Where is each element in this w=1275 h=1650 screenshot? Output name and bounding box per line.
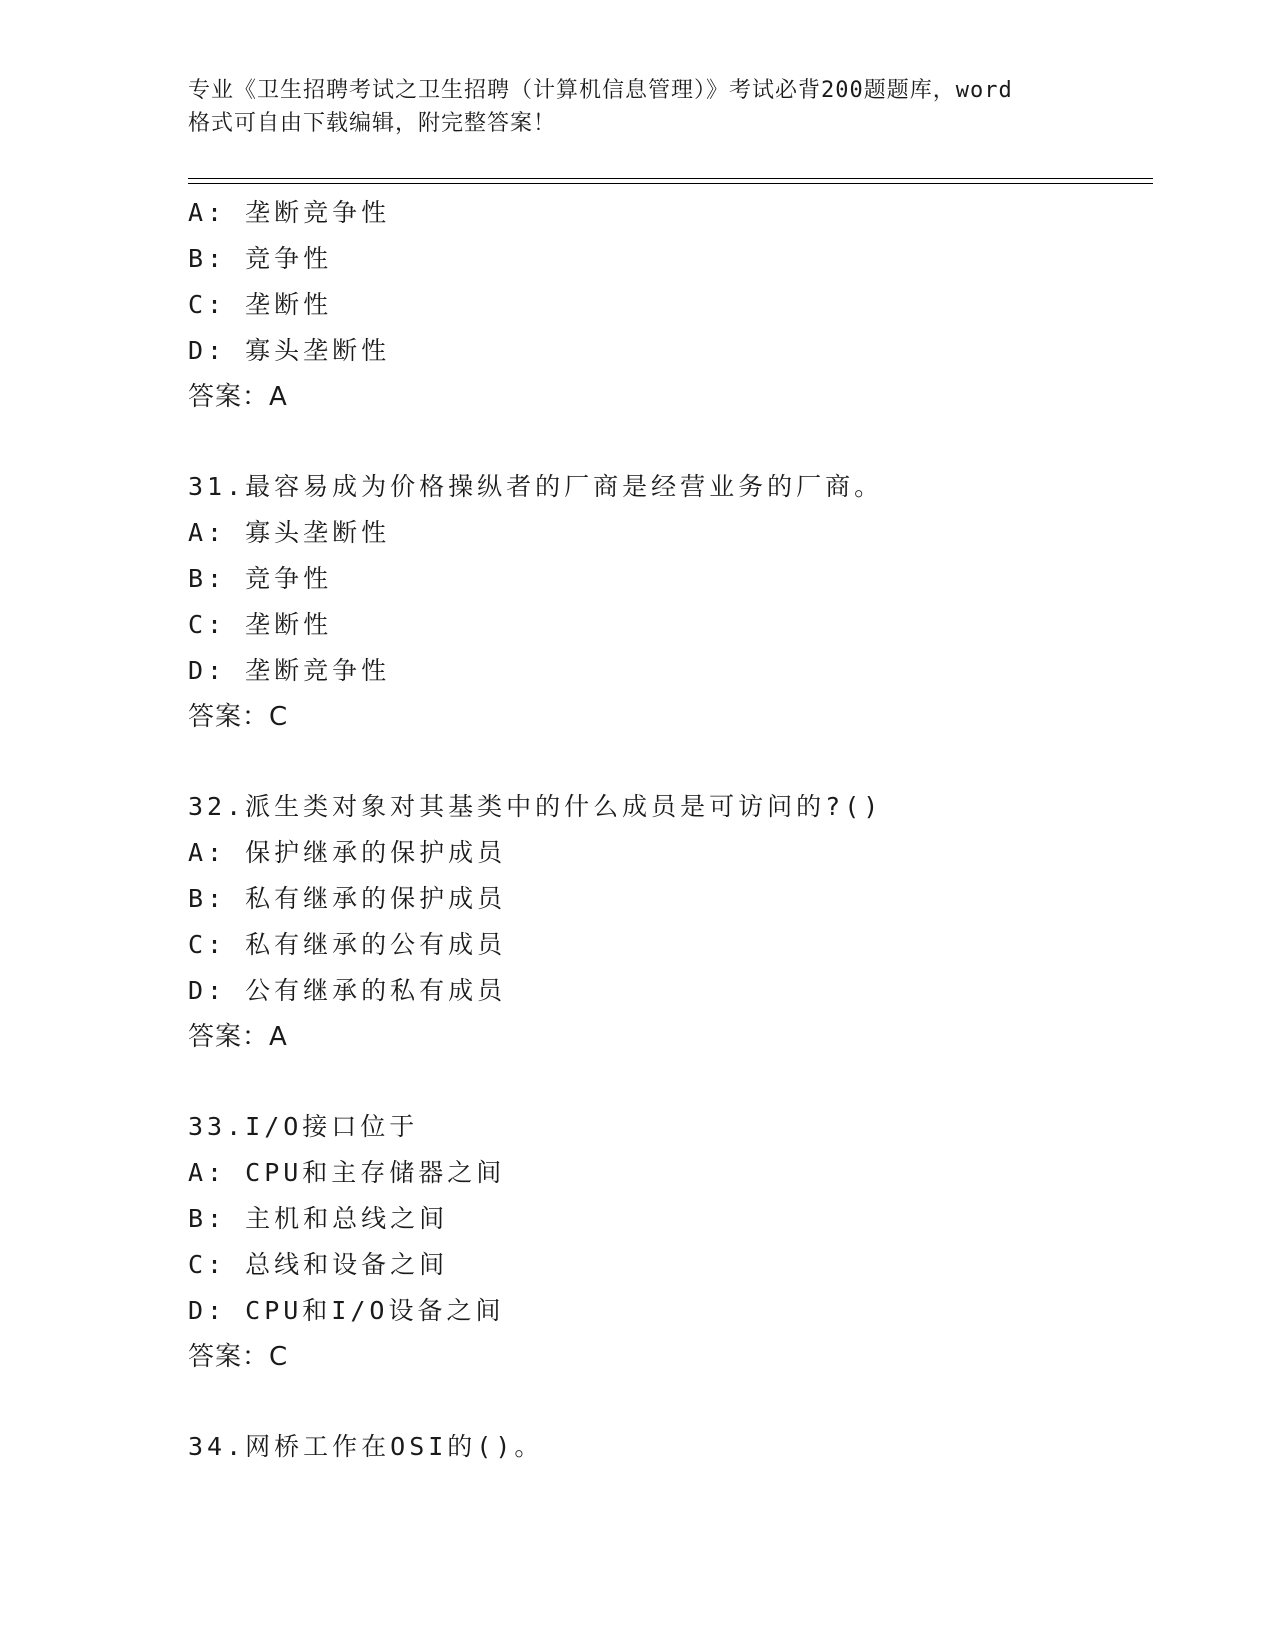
question-text: 34.网桥工作在OSI的()。 <box>188 1432 544 1461</box>
option-c: C: 总线和设备之间 <box>188 1250 449 1279</box>
header-line-2: 格式可自由下载编辑，附完整答案！ <box>188 111 557 136</box>
header-rule-bottom <box>188 183 1153 184</box>
document-header <box>188 74 1088 140</box>
option-a: A: 保护继承的保护成员 <box>188 838 507 867</box>
question-block-30 <box>188 190 1148 420</box>
answer: 答案：A <box>188 1022 288 1052</box>
header-rule-top <box>188 178 1153 179</box>
option-b: B: 私有继承的保护成员 <box>188 884 507 913</box>
answer: 答案：A <box>188 382 288 412</box>
answer: 答案：C <box>188 1342 289 1372</box>
question-block-32 <box>188 784 1148 1060</box>
option-c: C: 垄断性 <box>188 610 333 639</box>
question-text: 31.最容易成为价格操纵者的厂商是经营业务的厂商。 <box>188 472 884 501</box>
option-b: B: 主机和总线之间 <box>188 1204 449 1233</box>
question-block-34 <box>188 1424 1148 1470</box>
question-text: 33.I/O接口位于 <box>188 1112 419 1141</box>
option-d: D: CPU和I/O设备之间 <box>188 1296 505 1325</box>
option-a: A: 垄断竞争性 <box>188 198 391 227</box>
header-line-1: 专业《卫生招聘考试之卫生招聘（计算机信息管理）》考试必背200题题库，word <box>188 78 1013 103</box>
question-block-31 <box>188 464 1148 740</box>
option-b: B: 竞争性 <box>188 244 333 273</box>
answer: 答案：C <box>188 702 289 732</box>
option-d: D: 公有继承的私有成员 <box>188 976 507 1005</box>
option-d: D: 寡头垄断性 <box>188 336 391 365</box>
option-c: C: 私有继承的公有成员 <box>188 930 507 959</box>
question-block-33 <box>188 1104 1148 1380</box>
question-text: 32.派生类对象对其基类中的什么成员是可访问的?() <box>188 792 883 821</box>
option-d: D: 垄断竞争性 <box>188 656 391 685</box>
option-a: A: 寡头垄断性 <box>188 518 391 547</box>
option-b: B: 竞争性 <box>188 564 333 593</box>
document-body <box>188 190 1148 1470</box>
option-a: A: CPU和主存储器之间 <box>188 1158 506 1187</box>
option-c: C: 垄断性 <box>188 290 333 319</box>
